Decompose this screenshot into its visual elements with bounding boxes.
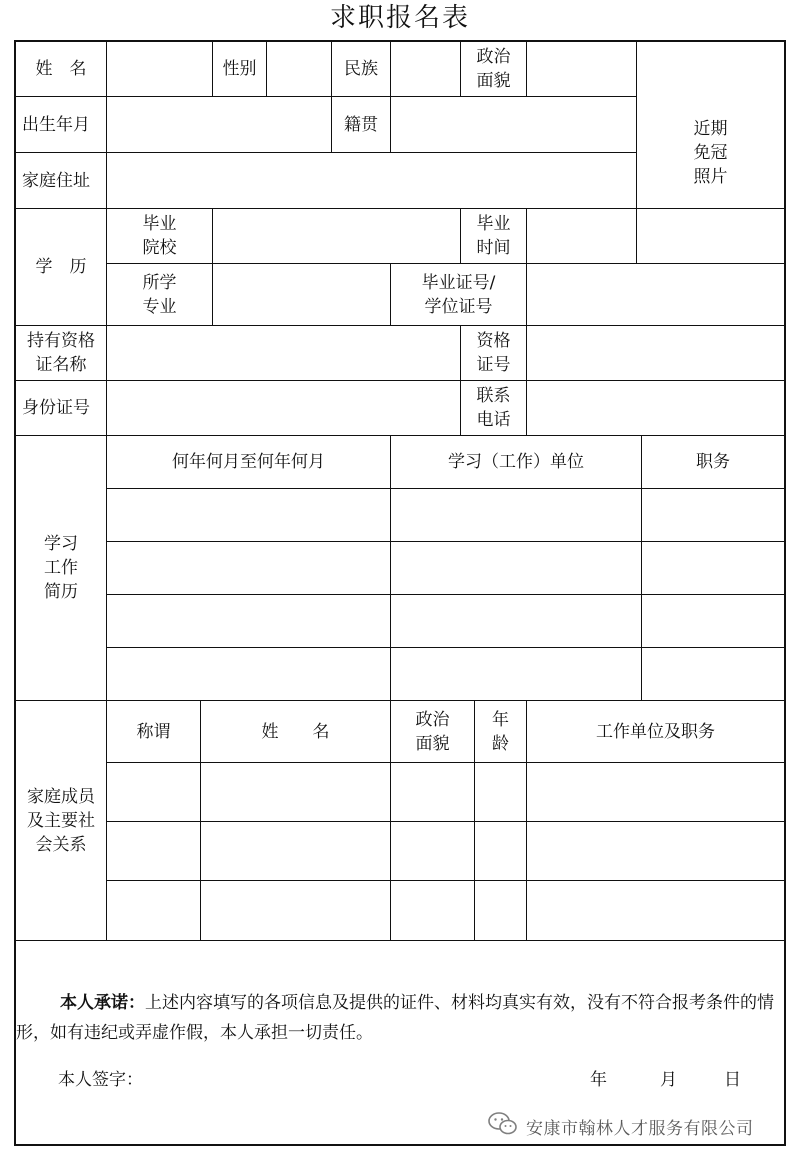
qual-no-field[interactable] bbox=[527, 326, 784, 380]
signature-day: 日 bbox=[724, 1070, 741, 1090]
political-status-label: 政治 面貌 bbox=[476, 47, 511, 91]
major-field[interactable] bbox=[213, 264, 390, 325]
signature-label: 本人签字： bbox=[58, 1070, 143, 1090]
resume-header-unit: 学习（工作）单位 bbox=[448, 452, 584, 472]
grad-time-label: 毕业 时间 bbox=[476, 214, 511, 258]
resume-position-field[interactable] bbox=[642, 489, 784, 541]
major-label: 所学 专业 bbox=[142, 272, 177, 317]
gender-field[interactable] bbox=[267, 42, 331, 96]
wechat-icon bbox=[488, 1111, 518, 1141]
family-age-field[interactable] bbox=[475, 822, 526, 880]
pledge-paragraph bbox=[16, 988, 786, 1048]
family-name-field[interactable] bbox=[201, 822, 390, 880]
qualification-field[interactable] bbox=[107, 326, 460, 380]
family-work-field[interactable] bbox=[527, 881, 784, 940]
birth-label: 出生年月 bbox=[22, 114, 90, 135]
school-field[interactable] bbox=[213, 209, 460, 263]
watermark-text: 安康市翰林人才服务有限公司 bbox=[526, 1118, 754, 1139]
address-label: 家庭住址 bbox=[22, 170, 90, 191]
phone-label: 联系 电话 bbox=[476, 386, 511, 430]
resume-period-field[interactable] bbox=[107, 489, 390, 541]
family-relation-field[interactable] bbox=[107, 881, 200, 940]
signature-month: 月 bbox=[660, 1070, 677, 1090]
family-name-field[interactable] bbox=[201, 881, 390, 940]
photo-placeholder[interactable]: 近期 免冠 照片 bbox=[693, 118, 728, 187]
gender-label: 性别 bbox=[222, 59, 257, 79]
resume-period-field[interactable] bbox=[107, 595, 390, 647]
id-no-field[interactable] bbox=[107, 381, 460, 435]
family-header-political: 政治 面貌 bbox=[415, 709, 450, 754]
family-age-field[interactable] bbox=[475, 881, 526, 940]
family-relation-field[interactable] bbox=[107, 822, 200, 880]
family-relation-field[interactable] bbox=[107, 763, 200, 821]
name-label: 姓 名 bbox=[35, 59, 87, 79]
resume-label: 学习 工作 简历 bbox=[44, 534, 78, 602]
pledge-text: 上述内容填写的各项信息及提供的证件、材料均真实有效，没有不符合报考条件的情形，如有违纪或弄虚作假，本人承担一切责任。 bbox=[16, 993, 774, 1043]
education-label: 学 历 bbox=[35, 257, 87, 277]
resume-period-field[interactable] bbox=[107, 648, 390, 700]
resume-position-field[interactable] bbox=[642, 595, 784, 647]
resume-header-position: 职务 bbox=[696, 452, 730, 472]
school-label: 毕业 院校 bbox=[142, 214, 177, 258]
resume-unit-field[interactable] bbox=[391, 542, 641, 594]
family-political-field[interactable] bbox=[391, 763, 474, 821]
political-status-field[interactable] bbox=[527, 42, 636, 96]
resume-unit-field[interactable] bbox=[391, 648, 641, 700]
resume-header-period: 何年何月至何年何月 bbox=[172, 452, 325, 472]
phone-field[interactable] bbox=[527, 381, 784, 435]
grad-time-field[interactable] bbox=[527, 209, 636, 263]
watermark bbox=[488, 1108, 788, 1144]
native-place-field[interactable] bbox=[391, 97, 636, 152]
cert-no-field[interactable] bbox=[527, 264, 784, 325]
resume-unit-field[interactable] bbox=[391, 489, 641, 541]
cert-no-label: 毕业证号/ 学位证号 bbox=[421, 272, 496, 317]
resume-unit-field[interactable] bbox=[391, 595, 641, 647]
resume-position-field[interactable] bbox=[642, 648, 784, 700]
address-field[interactable] bbox=[107, 153, 636, 208]
family-header-age: 年 龄 bbox=[492, 709, 509, 754]
qual-no-label: 资格 证号 bbox=[476, 331, 511, 375]
family-age-field[interactable] bbox=[475, 763, 526, 821]
family-header-name: 姓 名 bbox=[261, 721, 330, 742]
family-name-field[interactable] bbox=[201, 763, 390, 821]
family-label: 家庭成员 及主要社 会关系 bbox=[27, 786, 95, 855]
pledge-title: 本人承诺： bbox=[60, 993, 145, 1013]
family-political-field[interactable] bbox=[391, 881, 474, 940]
family-header-work: 工作单位及职务 bbox=[596, 721, 715, 742]
form-title: 求职报名表 bbox=[329, 3, 470, 33]
signature-field[interactable] bbox=[150, 1066, 450, 1094]
ethnicity-field[interactable] bbox=[391, 42, 460, 96]
ethnicity-label: 民族 bbox=[344, 59, 378, 79]
family-header-relation: 称谓 bbox=[136, 721, 171, 742]
qualification-label: 持有资格 证名称 bbox=[27, 331, 95, 375]
name-field[interactable] bbox=[107, 42, 212, 96]
native-place-label: 籍贯 bbox=[344, 114, 378, 135]
id-no-label: 身份证号 bbox=[22, 398, 90, 418]
family-work-field[interactable] bbox=[527, 763, 784, 821]
resume-position-field[interactable] bbox=[642, 542, 784, 594]
birth-field[interactable] bbox=[107, 97, 331, 152]
family-work-field[interactable] bbox=[527, 822, 784, 880]
signature-year: 年 bbox=[590, 1070, 607, 1090]
resume-period-field[interactable] bbox=[107, 542, 390, 594]
family-political-field[interactable] bbox=[391, 822, 474, 880]
